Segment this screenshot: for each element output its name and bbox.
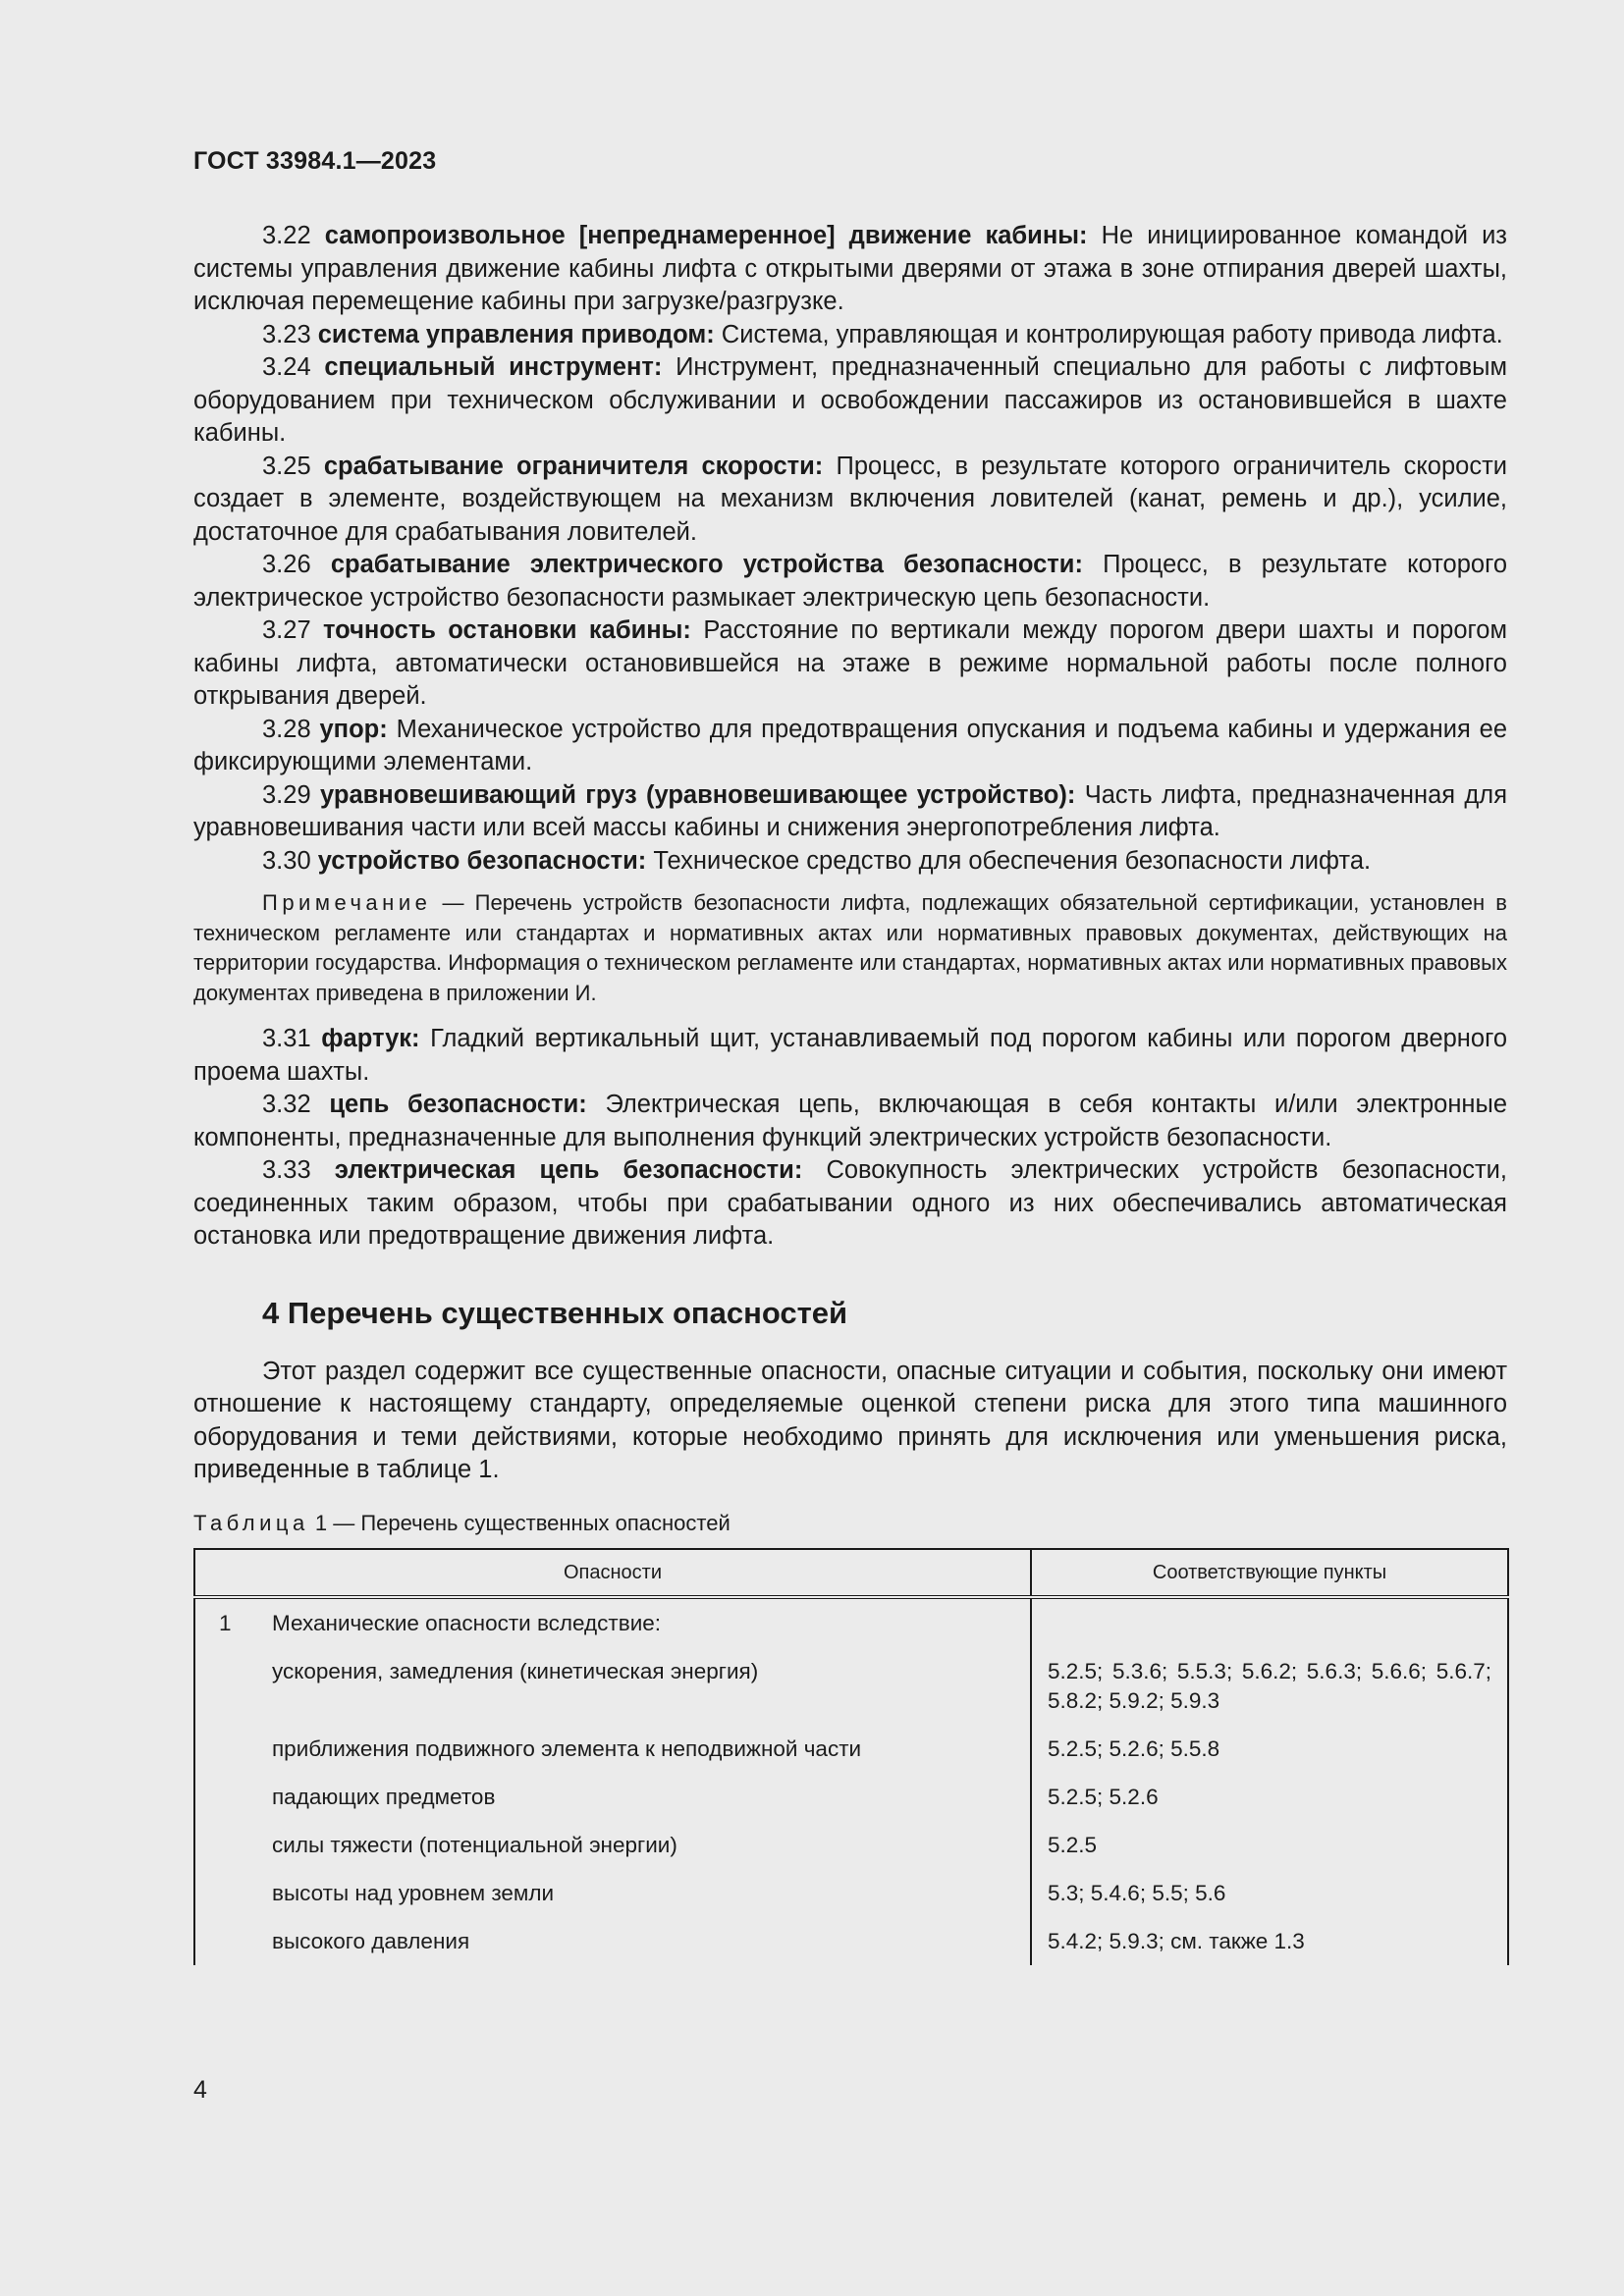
section-title: 4 Перечень существенных опасностей [262, 1295, 848, 1330]
table-caption-text: 1 — Перечень существенных опасностей [314, 1510, 731, 1535]
row-number [194, 1725, 272, 1773]
column-header-hazards: Опасности [194, 1549, 1031, 1597]
term-3-29: 3.29 уравновешивающий груз (уравновешивающее устройство): Часть лифта, предназначенная для уравновешивания части или всей массы кабины и снижения энергопотребления лифта. [193, 780, 1507, 841]
table-row [194, 1597, 1508, 1647]
document-header: ГОСТ 33984.1—2023 [193, 147, 437, 175]
term-3-31: 3.31 фартук: Гладкий вертикальный щит, устанавливаемый под порогом кабины или порогом дверного проема шахты. [193, 1025, 1507, 1086]
terms-list-continued [193, 1023, 1507, 1254]
refs-cell: 5.3; 5.4.6; 5.5; 5.6 [1031, 1869, 1508, 1917]
term-3-25: 3.25 срабатывание ограничителя скорости: Процесс, в результате которого ограничитель скорости создает в элементе, воздействующем на механизм включения ловителей (канат, ремень и др.), усилие, достаточное для срабатывания ловителей. [193, 452, 1507, 546]
term-3-26: 3.26 срабатывание электрического устройства безопасности: Процесс, в результате которого электрическое устройство безопасности размыкает электрическую цепь безопасности. [193, 551, 1507, 612]
hazard-cell: приближения подвижного элемента к неподвижной части [272, 1725, 1031, 1773]
table-row [194, 1821, 1508, 1869]
page-number: 4 [193, 2076, 207, 2104]
refs-cell: 5.2.5; 5.2.6; 5.5.8 [1031, 1725, 1508, 1773]
row-number [194, 1869, 272, 1917]
term-3-32: 3.32 цепь безопасности: Электрическая цепь, включающая в себя контакты и/или электронные компоненты, предназначенные для выполнения функций электрических устройств безопасности. [193, 1091, 1508, 1151]
row-number [194, 1647, 272, 1725]
refs-cell: 5.4.2; 5.9.3; см. также 1.3 [1031, 1917, 1508, 1965]
table-caption [193, 1509, 1507, 1538]
hazard-cell: силы тяжести (потенциальной энергии) [272, 1821, 1031, 1869]
hazard-cell: высокого давления [272, 1917, 1031, 1965]
refs-cell [1031, 1597, 1508, 1647]
row-number [194, 1773, 272, 1821]
refs-cell: 5.2.5; 5.2.6 [1031, 1773, 1508, 1821]
term-3-23: 3.23 система управления приводом: Система, управляющая и контролирующая работу привода лифта. [262, 320, 1503, 348]
table-row [194, 1917, 1508, 1965]
row-number [194, 1821, 272, 1869]
note: Примечание — Перечень устройств безопасности лифта, подлежащих обязательной сертификации, установлен в техническом регламенте или стандартах и нормативных актах или нормативных правовых документах, действующих на территории государства. Информация о техническом регламенте или стандартах, нормативных актах или нормативных правовых документах приведена в приложении И. [193, 890, 1507, 1005]
table-row [194, 1869, 1508, 1917]
note-label: Примечание [262, 890, 432, 915]
table-row [194, 1773, 1508, 1821]
hazard-cell: ускорения, замедления (кинетическая энергия) [272, 1647, 1031, 1725]
term-3-33: 3.33 электрическая цепь безопасности: Совокупность электрических устройств безопасности, соединенных таким образом, чтобы при срабатывании одного из них обеспечивались автоматическая остановка или предотвращение движения лифта. [193, 1156, 1507, 1250]
terms-list [193, 220, 1507, 878]
page-content [193, 220, 1507, 1965]
term-3-24: 3.24 специальный инструмент: Инструмент, предназначенный специально для работы с лифтовым оборудованием при техническом обслуживании и освобождении пассажиров из остановившейся в шахте кабины. [193, 353, 1507, 447]
refs-cell: 5.2.5 [1031, 1821, 1508, 1869]
row-number [194, 1917, 272, 1965]
term-3-28: 3.28 упор: Механическое устройство для предотвращения опускания и подъема кабины и удержания ее фиксирующими элементами. [193, 715, 1508, 775]
refs-cell: 5.2.5; 5.3.6; 5.5.3; 5.6.2; 5.6.3; 5.6.6; 5.6.7; 5.8.2; 5.9.2; 5.9.3 [1031, 1647, 1508, 1725]
table-row [194, 1725, 1508, 1773]
hazard-cell: падающих предметов [272, 1773, 1031, 1821]
term-3-22: 3.22 самопроизвольное [непреднамеренное] движение кабины: Не инициированное командой из системы управления движение кабины лифта с открытыми дверями от этажа в зоне отпирания дверей шахты, исключая перемещение кабины при загрузке/разгрузке. [193, 222, 1508, 315]
hazard-cell: высоты над уровнем земли [272, 1869, 1031, 1917]
note-text: Перечень устройств безопасности лифта, подлежащих обязательной сертификации, установлен в техническом регламенте или стандартах и нормативных актах или нормативных правовых документах, действующих на территории государства. Информация о техническом регламенте или стандартах, нормативных актах или нормативных правовых документах приведена в приложении И. [193, 890, 1507, 1005]
hazard-cell: Механические опасности вследствие: [272, 1597, 1031, 1647]
table-row [194, 1647, 1508, 1725]
section-paragraph: Этот раздел содержит все существенные опасности, опасные ситуации и события, поскольку они имеют отношение к настоящему стандарту, определяемые оценкой степени риска для этого типа машинного оборудования и теми действиями, которые необходимо принять для исключения или уменьшения риска, приведенные в таблице 1. [193, 1357, 1507, 1483]
table-header-row [194, 1549, 1508, 1597]
row-number: 1 [194, 1597, 272, 1647]
hazards-table [193, 1548, 1509, 1965]
term-3-30: 3.30 устройство безопасности: Техническое средство для обеспечения безопасности лифта. [262, 846, 1372, 875]
table-caption-label: Таблица [193, 1510, 309, 1535]
column-header-refs: Соответствующие пункты [1031, 1549, 1508, 1597]
term-3-27: 3.27 точность остановки кабины: Расстояние по вертикали между порогом двери шахты и порогом кабины лифта, автоматически остановившейся на этаже в режиме нормальной работы после полного открывания дверей. [193, 616, 1507, 710]
